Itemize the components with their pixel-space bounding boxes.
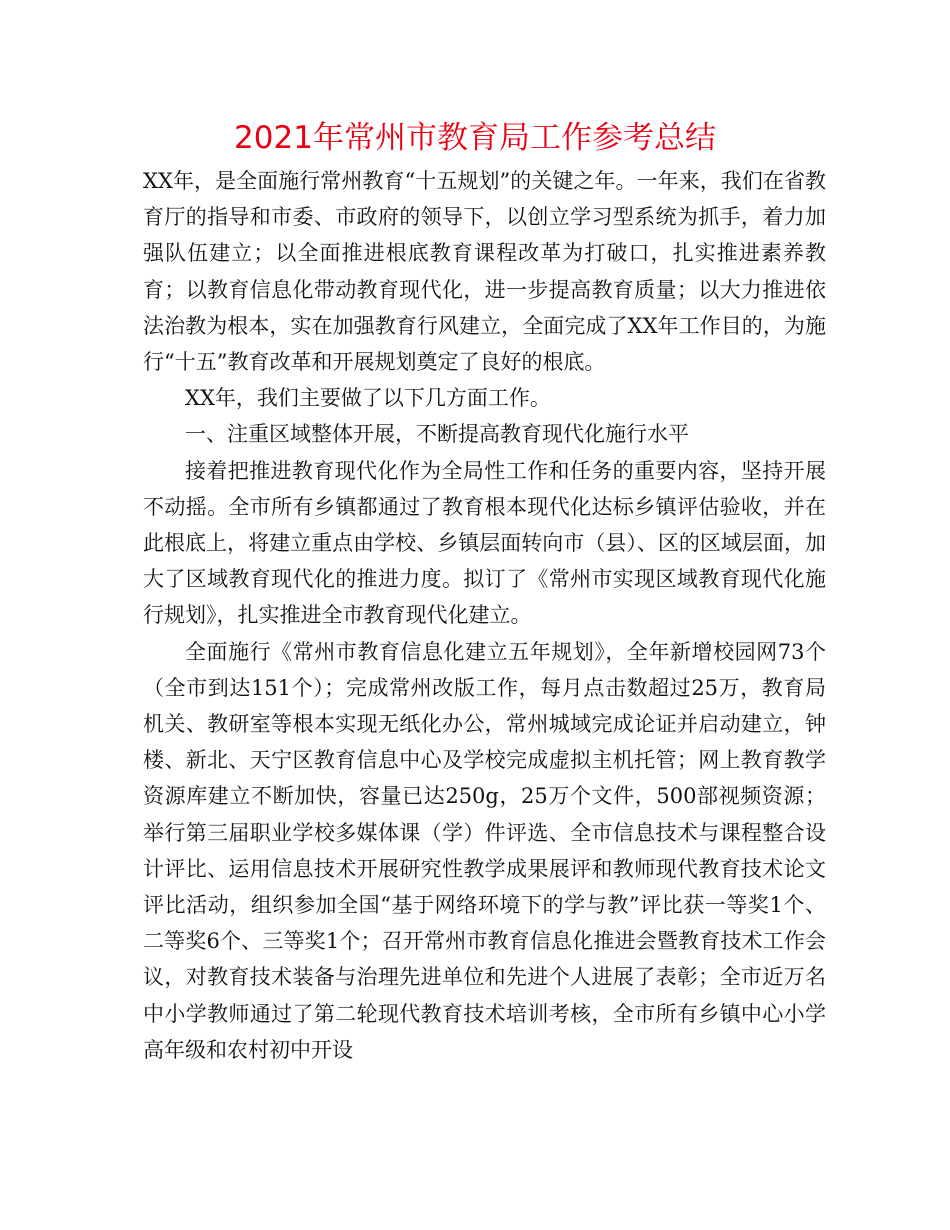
document-title: 2021年常州市教育局工作参考总结	[234, 120, 716, 156]
paragraph-informatization: 全面施行《常州市教育信息化建立五年规划》，全年新增校园网73个（全市到达151个）；完成常州改版工作，每月点击数超过25万，教育局机关、教研室等根本实现无纸化办公，常州城域完成论证并启动建立，钟楼、新北、天宁区教育信息中心及学校完成虚拟主机托管；网上教育教学资源库建立不断加快，容量已达250g，25万个文件，500部视频资源；举行第三届职业学校多媒体课（学）件评选、全市信息技术与课程整合设计评比、运用信息技术开展研究性教学成果展评和教师现代教育技术论文评比活动，组织参加全国“基于网络环境下的学与教”评比获一等奖1个、二等奖6个、三等奖1个；召开常州市教育信息化推进会暨教育技术工作会议，对教育技术装备与治理先进单位和先进个人进展了表彰；全市近万名中小学教师通过了第二轮现代教育技术培训考核，全市所有乡镇中心小学高年级和农村初中开设	[143, 639, 826, 1062]
document-body	[143, 163, 826, 1068]
paragraph-summary-lead: XX年，我们主要做了以下几方面工作。	[185, 386, 551, 411]
paragraph-intro: XX年，是全面施行常州教育“十五规划”的关键之年。一年来，我们在省教育厅的指导和市委、市政府的领导下，以创立学习型系统为抓手，着力加强队伍建立；以全面推进根底教育课程改革为打破口，扎实推进素养教育；以教育信息化带动教育现代化，进一步提高教育质量；以大力推进依法治教为根本，实在加强教育行风建立，全面完成了XX年工作目的，为施行“十五”教育改革和开展规划奠定了良好的根底。	[143, 169, 826, 375]
paragraph-modernization: 接着把推进教育现代化作为全局性工作和任务的重要内容，坚持开展不动摇。全市所有乡镇都通过了教育根本现代化达标乡镇评估验收，并在此根底上，将建立重点由学校、乡镇层面转向市（县）、区的区域层面，加大了区域教育现代化的推进力度。拟订了《常州市实现区域教育现代化施行规划》，扎实推进全市教育现代化建立。	[143, 458, 826, 628]
section-heading-1: 一、注重区域整体开展，不断提高教育现代化施行水平	[185, 422, 689, 447]
